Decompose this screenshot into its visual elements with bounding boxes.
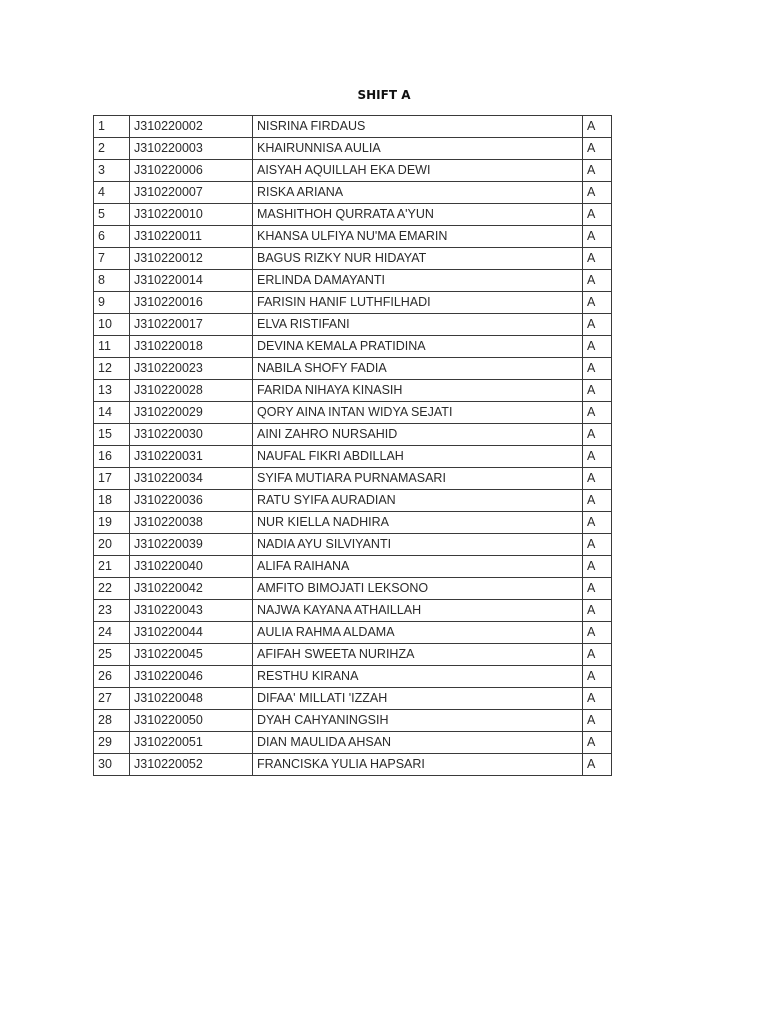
student-name-cell: FARIDA NIHAYA KINASIH [253,380,583,402]
table-row [94,490,612,512]
student-name-cell: FRANCISKA YULIA HAPSARI [253,754,583,776]
table-row [94,292,612,314]
shift-cell: A [583,248,612,270]
table-row [94,688,612,710]
student-name-cell: AFIFAH SWEETA NURIHZA [253,644,583,666]
student-name-cell: KHANSA ULFIYA NU'MA EMARIN [253,226,583,248]
student-id-cell: J310220029 [130,402,253,424]
table-row [94,270,612,292]
shift-cell: A [583,138,612,160]
row-number-cell: 29 [94,732,130,754]
table-row [94,534,612,556]
student-name-cell: NISRINA FIRDAUS [253,116,583,138]
student-id-cell: J310220031 [130,446,253,468]
shift-cell: A [583,644,612,666]
shift-cell: A [583,468,612,490]
shift-cell: A [583,622,612,644]
student-id-cell: J310220014 [130,270,253,292]
student-id-cell: J310220034 [130,468,253,490]
row-number-cell: 30 [94,754,130,776]
table-row [94,644,612,666]
student-name-cell: RISKA ARIANA [253,182,583,204]
student-name-cell: NABILA SHOFY FADIA [253,358,583,380]
student-roster-table [93,115,612,776]
student-id-cell: J310220006 [130,160,253,182]
student-name-cell: ELVA RISTIFANI [253,314,583,336]
roster-table-body [94,116,612,776]
shift-cell: A [583,578,612,600]
student-name-cell: NAJWA KAYANA ATHAILLAH [253,600,583,622]
student-id-cell: J310220050 [130,710,253,732]
student-id-cell: J310220052 [130,754,253,776]
row-number-cell: 15 [94,424,130,446]
table-row [94,446,612,468]
shift-cell: A [583,512,612,534]
student-id-cell: J310220045 [130,644,253,666]
row-number-cell: 7 [94,248,130,270]
shift-cell: A [583,710,612,732]
table-row [94,138,612,160]
student-name-cell: QORY AINA INTAN WIDYA SEJATI [253,402,583,424]
row-number-cell: 8 [94,270,130,292]
shift-cell: A [583,204,612,226]
shift-cell: A [583,556,612,578]
shift-cell: A [583,160,612,182]
row-number-cell: 9 [94,292,130,314]
student-id-cell: J310220042 [130,578,253,600]
table-row [94,226,612,248]
student-id-cell: J310220028 [130,380,253,402]
row-number-cell: 10 [94,314,130,336]
table-row [94,358,612,380]
row-number-cell: 4 [94,182,130,204]
student-name-cell: NAUFAL FIKRI ABDILLAH [253,446,583,468]
table-row [94,402,612,424]
row-number-cell: 24 [94,622,130,644]
shift-cell: A [583,116,612,138]
table-row [94,710,612,732]
row-number-cell: 23 [94,600,130,622]
shift-cell: A [583,314,612,336]
table-row [94,424,612,446]
table-row [94,754,612,776]
row-number-cell: 6 [94,226,130,248]
student-name-cell: NUR KIELLA NADHIRA [253,512,583,534]
row-number-cell: 20 [94,534,130,556]
table-row [94,556,612,578]
student-id-cell: J310220023 [130,358,253,380]
row-number-cell: 3 [94,160,130,182]
shift-cell: A [583,380,612,402]
shift-cell: A [583,182,612,204]
student-name-cell: MASHITHOH QURRATA A'YUN [253,204,583,226]
student-name-cell: RESTHU KIRANA [253,666,583,688]
student-id-cell: J310220007 [130,182,253,204]
row-number-cell: 25 [94,644,130,666]
student-name-cell: AULIA RAHMA ALDAMA [253,622,583,644]
student-id-cell: J310220043 [130,600,253,622]
student-id-cell: J310220030 [130,424,253,446]
student-id-cell: J310220018 [130,336,253,358]
table-row [94,116,612,138]
table-row [94,512,612,534]
table-row [94,578,612,600]
shift-cell: A [583,358,612,380]
student-name-cell: DYAH CAHYANINGSIH [253,710,583,732]
row-number-cell: 26 [94,666,130,688]
student-name-cell: DEVINA KEMALA PRATIDINA [253,336,583,358]
row-number-cell: 5 [94,204,130,226]
student-name-cell: NADIA AYU SILVIYANTI [253,534,583,556]
student-id-cell: J310220012 [130,248,253,270]
row-number-cell: 2 [94,138,130,160]
row-number-cell: 19 [94,512,130,534]
row-number-cell: 22 [94,578,130,600]
student-id-cell: J310220046 [130,666,253,688]
shift-cell: A [583,402,612,424]
student-name-cell: SYIFA MUTIARA PURNAMASARI [253,468,583,490]
shift-cell: A [583,490,612,512]
student-id-cell: J310220002 [130,116,253,138]
shift-cell: A [583,446,612,468]
table-row [94,380,612,402]
student-name-cell: ALIFA RAIHANA [253,556,583,578]
table-row [94,468,612,490]
student-id-cell: J310220016 [130,292,253,314]
shift-cell: A [583,336,612,358]
student-id-cell: J310220036 [130,490,253,512]
table-row [94,314,612,336]
row-number-cell: 12 [94,358,130,380]
table-row [94,666,612,688]
table-row [94,336,612,358]
shift-cell: A [583,424,612,446]
row-number-cell: 21 [94,556,130,578]
row-number-cell: 18 [94,490,130,512]
page-title: SHIFT A [357,88,411,102]
shift-cell: A [583,600,612,622]
student-name-cell: AMFITO BIMOJATI LEKSONO [253,578,583,600]
shift-cell: A [583,732,612,754]
table-row [94,622,612,644]
student-id-cell: J310220039 [130,534,253,556]
student-name-cell: FARISIN HANIF LUTHFILHADI [253,292,583,314]
row-number-cell: 1 [94,116,130,138]
table-row [94,248,612,270]
student-name-cell: ERLINDA DAMAYANTI [253,270,583,292]
student-id-cell: J310220010 [130,204,253,226]
student-id-cell: J310220038 [130,512,253,534]
row-number-cell: 28 [94,710,130,732]
row-number-cell: 13 [94,380,130,402]
student-name-cell: DIFAA' MILLATI 'IZZAH [253,688,583,710]
student-name-cell: BAGUS RIZKY NUR HIDAYAT [253,248,583,270]
row-number-cell: 27 [94,688,130,710]
table-row [94,204,612,226]
student-id-cell: J310220003 [130,138,253,160]
shift-cell: A [583,688,612,710]
student-id-cell: J310220017 [130,314,253,336]
shift-cell: A [583,534,612,556]
row-number-cell: 14 [94,402,130,424]
student-id-cell: J310220040 [130,556,253,578]
student-id-cell: J310220051 [130,732,253,754]
shift-cell: A [583,270,612,292]
table-row [94,600,612,622]
shift-cell: A [583,292,612,314]
student-id-cell: J310220048 [130,688,253,710]
student-id-cell: J310220011 [130,226,253,248]
table-row [94,182,612,204]
table-row [94,160,612,182]
student-name-cell: RATU SYIFA AURADIAN [253,490,583,512]
student-name-cell: AISYAH AQUILLAH EKA DEWI [253,160,583,182]
shift-cell: A [583,754,612,776]
row-number-cell: 11 [94,336,130,358]
student-name-cell: AINI ZAHRO NURSAHID [253,424,583,446]
student-name-cell: KHAIRUNNISA AULIA [253,138,583,160]
table-row [94,732,612,754]
row-number-cell: 16 [94,446,130,468]
student-id-cell: J310220044 [130,622,253,644]
shift-cell: A [583,666,612,688]
shift-cell: A [583,226,612,248]
student-name-cell: DIAN MAULIDA AHSAN [253,732,583,754]
row-number-cell: 17 [94,468,130,490]
